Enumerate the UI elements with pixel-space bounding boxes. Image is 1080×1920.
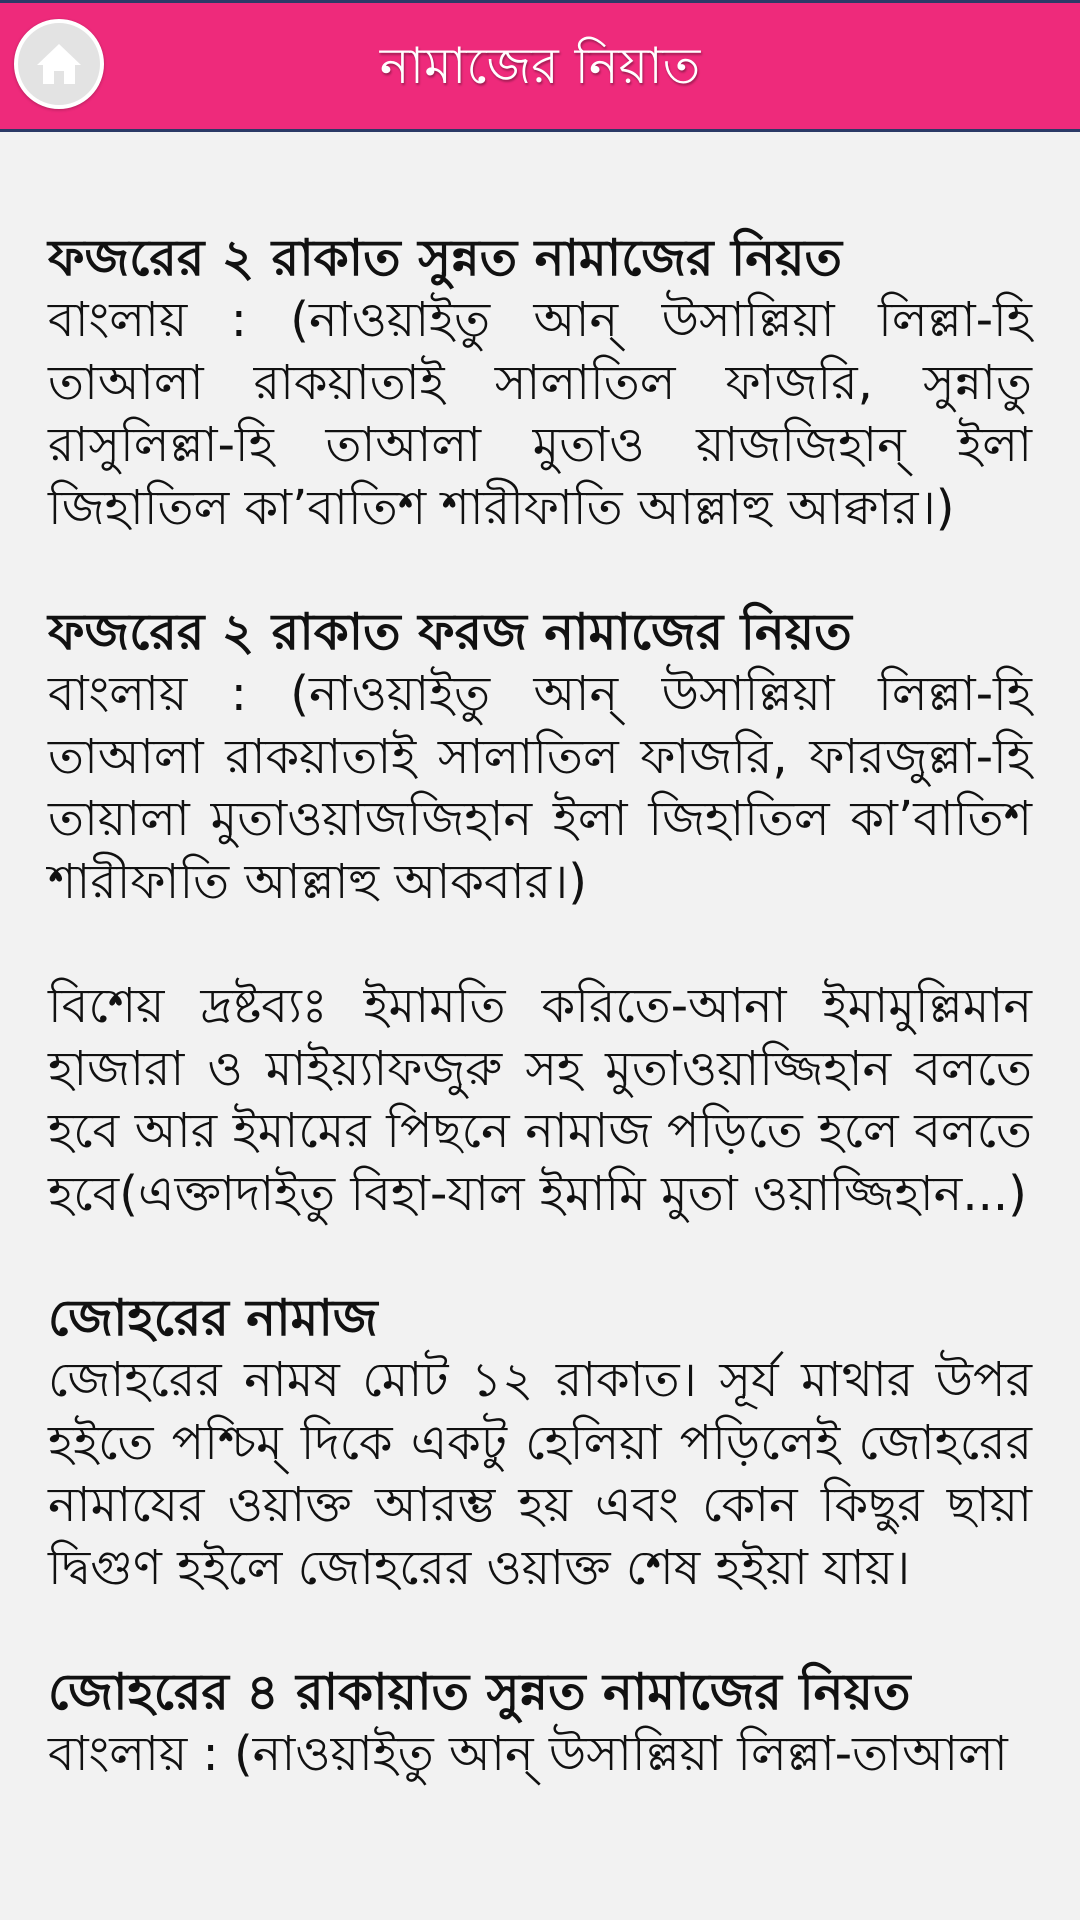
app-bar	[0, 0, 1080, 132]
section-zuhr-sunnat	[48, 1661, 1032, 1786]
home-button[interactable]	[14, 19, 104, 109]
section-heading: ফজরের ২ রাকাত ফরজ নামাজের নিয়ত	[48, 603, 852, 661]
section-heading: জোহরের ৪ রাকায়াত সুন্নত নামাজের নিয়ত	[48, 1663, 911, 1721]
section-fajr-sunnat	[48, 227, 1032, 539]
home-icon	[34, 41, 84, 87]
content-scroll-area[interactable]	[0, 132, 1080, 1920]
section-heading: জোহরের নামাজ	[48, 1289, 378, 1347]
section-body: বাংলায় : (নাওয়াইতু আন্ উসাল্লিয়া লিল্লা-তাআলা	[48, 1726, 1008, 1782]
section-zuhr-intro	[48, 1287, 1032, 1599]
section-heading: ফজরের ২ রাকাত সুন্নত নামাজের নিয়ত	[48, 229, 843, 287]
section-fajr-farz	[48, 601, 1032, 913]
section-body: বাংলায় : (নাওয়াইতু আন্ উসাল্লিয়া লিল্লা-হি তাআলা রাকয়াতাই সালাতিল ফাজরি, ফারজুল্লা-হি তায়ালা মুতাওয়াজজিহান ইলা জিহাতিল কা’বাতিশ শারীফাতি আল্লাহু আকবার।)	[48, 666, 1032, 910]
section-body: জোহরের নামষ মোট ১২ রাকাত। সূর্য মাথার উপর হইতে পশ্চিম্ দিকে একটু হেলিয়া পড়িলেই জোহরের নামাযের ওয়াক্ত আরম্ভ হয় এবং কোন কিছুর ছায়া দ্বিগুণ হইলে জোহরের ওয়াক্ত শেষ হইয়া যায়।	[48, 1352, 1032, 1596]
section-body: বিশেয় দ্রষ্টব্যঃ ইমামতি করিতে-আনা ইমামুল্লিমান হাজারা ও মাইয়্যাফজুরু সহ মুতাওয়াজ্জিহান বলতে হবে আর ইমামের পিছনে নামাজ পড়িতে হলে বলতে হবে(এক্তাদাইতু বিহা-যাল ইমামি মুতা ওয়াজ্জিহান...)	[48, 978, 1032, 1222]
page-title: নামাজের নিয়াত	[379, 37, 701, 95]
section-body: বাংলায় : (নাওয়াইতু আন্ উসাল্লিয়া লিল্লা-হি তাআলা রাকয়াতাই সালাতিল ফাজরি, সুন্নাতু রাসুলিল্লা-হি তাআলা মুতাও য়াজজিহান্ ইলা জিহাতিল কা’বাতিশ শারীফাতি আল্লাহু আক্বার।)	[48, 292, 1032, 536]
section-special-note	[48, 975, 1032, 1225]
